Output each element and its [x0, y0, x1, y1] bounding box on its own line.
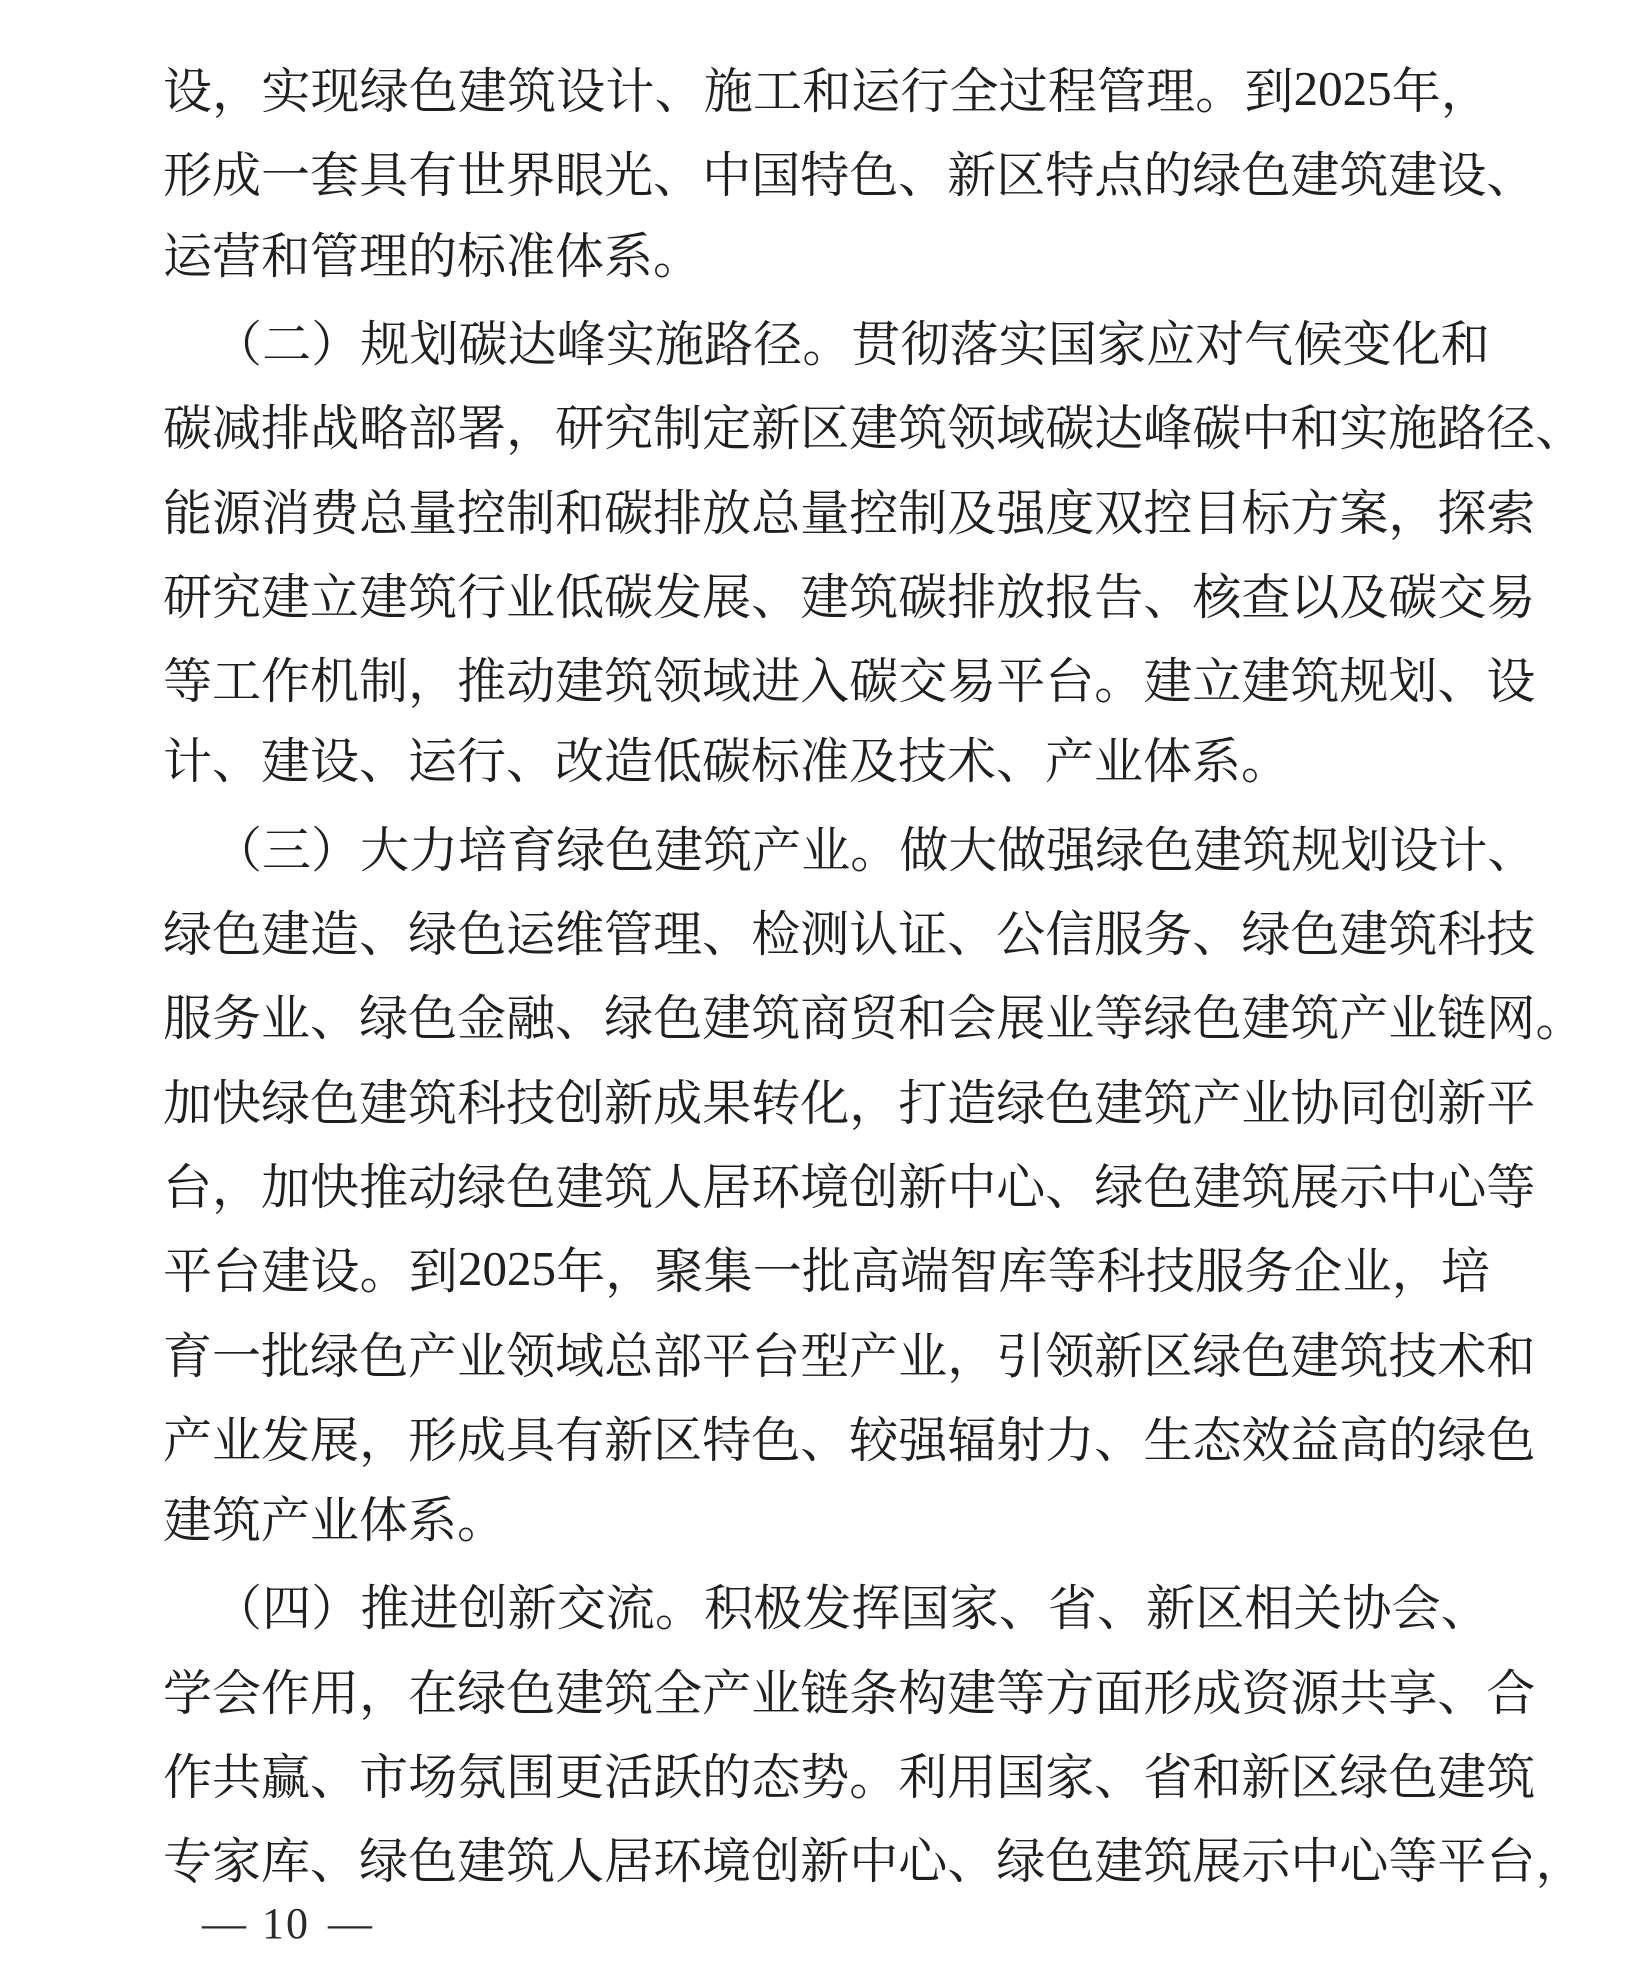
footer-dash-left: —: [202, 1898, 244, 1948]
text-line: 设 ， 实 现 绿 色 建 筑 设 计 、 施 工 和 运 行 全 过 程 管 理 。 到 2025 年 ，: [163, 60, 1490, 120]
text-line: 专 家 库 、 绿 色 建 筑 人 居 环 境 创 新 中 心 、 绿 色 建 筑 展 示 中 心 等 平 台 ，: [163, 1834, 1585, 1890]
text-line: 育 一 批 绿 色 产 业 领 域 总 部 平 台 型 产 业 ， 引 领 新 区 绿 色 建 筑 技 术 和: [163, 1328, 1536, 1384]
text-line: 台 ， 加 快 推 动 绿 色 建 筑 人 居 环 境 创 新 中 心 、 绿 色 建 筑 展 示 中 心 等: [163, 1160, 1536, 1215]
text-line: 等 工 作 机 制 ， 推 动 建 筑 领 域 进 入 碳 交 易 平 台 。 建 立 建 筑 规 划 、 设: [163, 654, 1536, 710]
text-block: [163, 46, 1585, 1901]
text-line: 计、建设、运行、改造低碳标准及技术、产业体系。: [163, 734, 1291, 790]
text-line: 学 会 作 用 ， 在 绿 色 建 筑 全 产 业 链 条 构 建 等 方 面 形 成 资 源 共 享 、 合: [163, 1665, 1536, 1721]
text-line: 形 成 一 套 具 有 世 界 眼 光 、 中 国 特 色 、 新 区 特 点 的 绿 色 建 筑 建 设 、: [163, 148, 1536, 204]
text-line: 能 源 消 费 总 量 控 制 和 碳 排 放 总 量 控 制 及 强 度 双 控 目 标 方 案 ， 探 索: [163, 485, 1536, 541]
text-line: 研 究 建 立 建 筑 行 业 低 碳 发 展 、 建 筑 碳 排 放 报 告 、 核 查 以 及 碳 交 易: [163, 569, 1536, 625]
text-line: 运营和管理的标准体系。: [163, 228, 703, 284]
text-line: （ 三 ） 大 力 培 育 绿 色 建 筑 产 业 。 做 大 做 强 绿 色 建 筑 规 划 设 计 、: [213, 822, 1537, 878]
text-line: （ 四 ） 推 进 创 新 交 流 。 积 极 发 挥 国 家 、 省 、 新 区 相 关 协 会 、: [213, 1581, 1490, 1637]
text-line: 作 共 赢 、 市 场 氛 围 更 活 跃 的 态 势 。 利 用 国 家 、 省 和 新 区 绿 色 建 筑: [163, 1750, 1536, 1806]
text-line: （ 二 ） 规 划 碳 达 峰 实 施 路 径 。 贯 彻 落 实 国 家 应 对 气 候 变 化 和: [213, 317, 1490, 373]
text-line: 绿 色 建 造 、 绿 色 运 维 管 理 、 检 测 认 证 、 公 信 服 务 、 绿 色 建 筑 科 技: [163, 907, 1536, 963]
text-line: 建筑产业体系。: [163, 1493, 507, 1549]
footer-dash-right: —: [328, 1898, 370, 1948]
text-line: 加 快 绿 色 建 筑 科 技 创 新 成 果 转 化 ， 打 造 绿 色 建 筑 产 业 协 同 创 新 平: [163, 1075, 1536, 1131]
text-line: 服 务 业 、 绿 色 金 融 、 绿 色 建 筑 商 贸 和 会 展 业 等 绿 色 建 筑 产 业 链 网 。: [163, 991, 1585, 1047]
text-line: 碳 减 排 战 略 部 署 ， 研 究 制 定 新 区 建 筑 领 域 碳 达 峰 碳 中 和 实 施 路 径 、: [163, 401, 1585, 457]
text-line: 产 业 发 展 ， 形 成 具 有 新 区 特 色 、 较 强 辐 射 力 、 生 态 效 益 高 的 绿 色: [163, 1412, 1536, 1468]
footer-page-number: 10: [262, 1898, 310, 1948]
page-footer: [202, 1893, 370, 1953]
text-line: 平 台 建 设 。 到 2025 年 ， 聚 集 一 批 高 端 智 库 等 科 技 服 务 企 业 ， 培: [163, 1240, 1490, 1300]
